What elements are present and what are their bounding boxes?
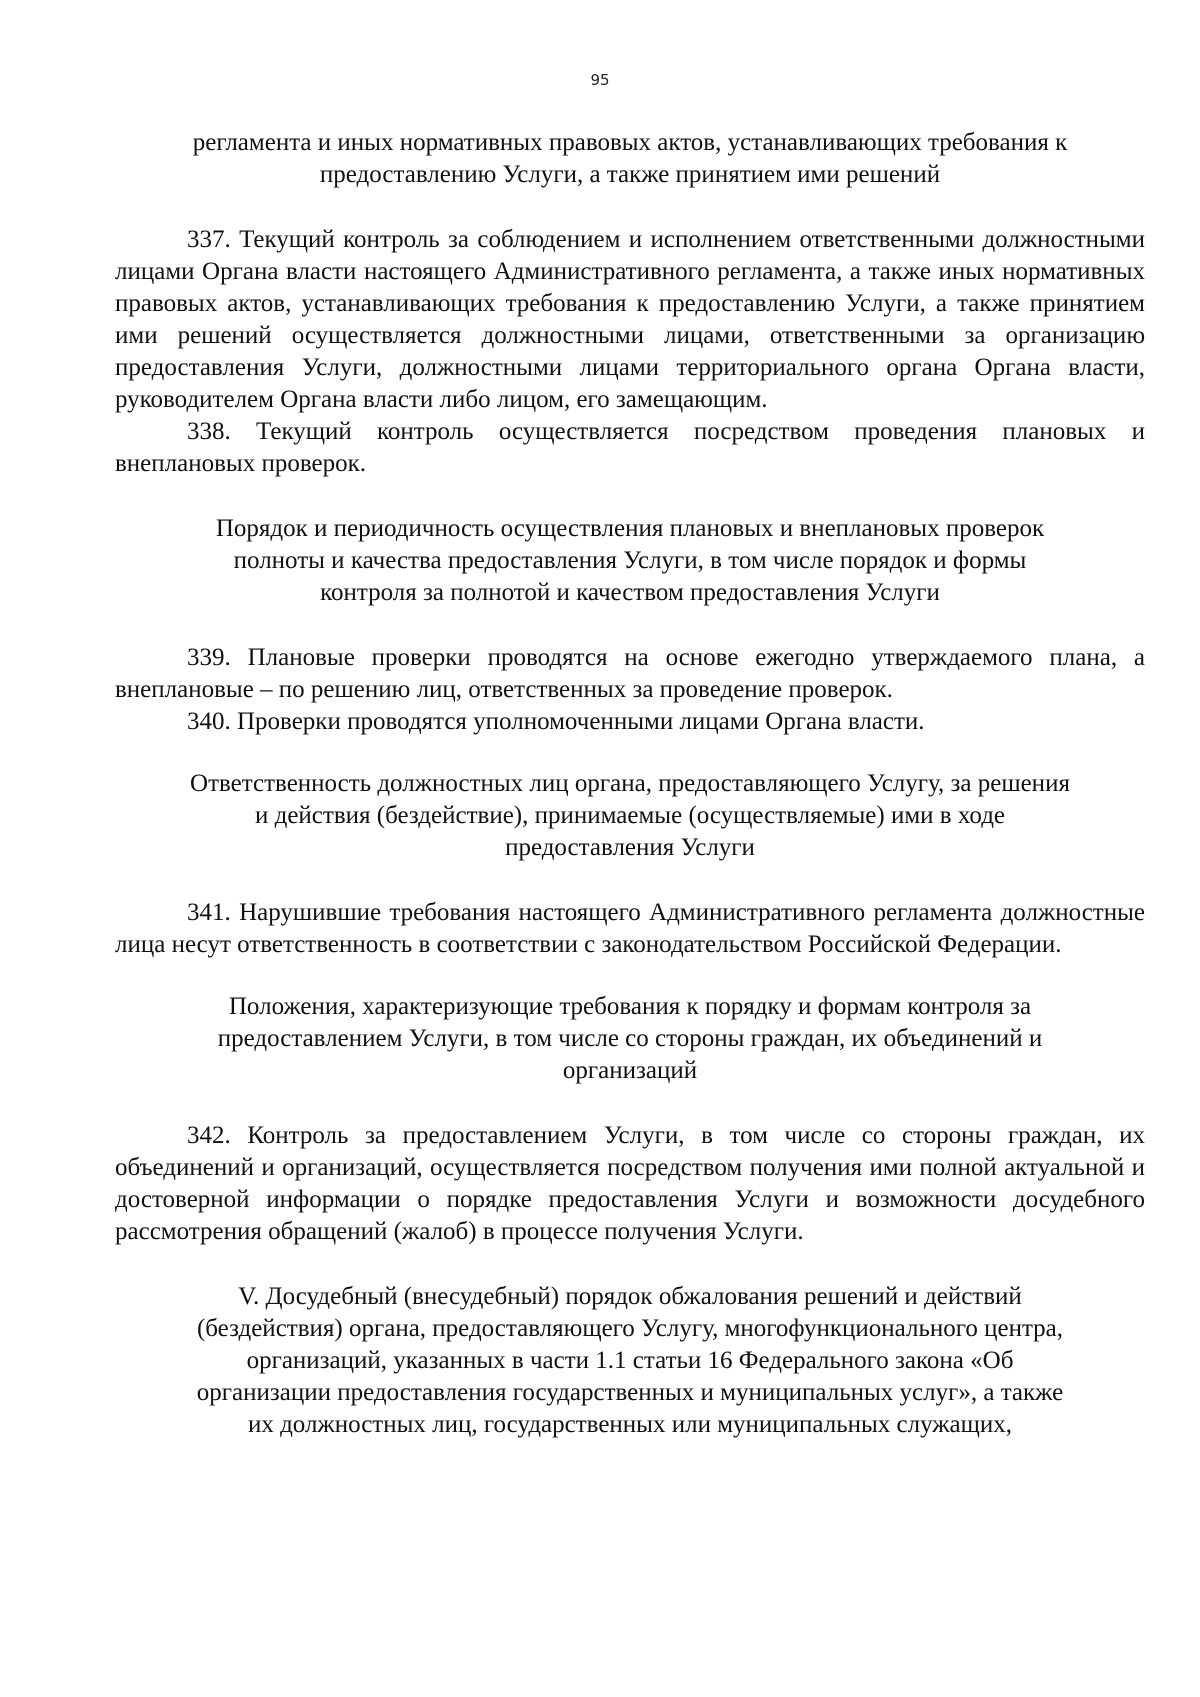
heading-top-continuation: регламента и иных нормативных правовых актов, устанавливающих требования к предоставлению Услуги, а также принятием ими решений <box>192 129 1068 188</box>
heading-control-provisions: Положения, характеризующие требования к порядку и формам контроля за предоставлением Услуги, в том числе со стороны граждан, их объединений и организаций <box>217 993 1043 1084</box>
heading-section-v: V. Досудебный (внесудебный) порядок обжалования решений и действий (бездействия) органа, предоставляющего Услугу, многофункционального центра, организаций, указанных в части 1.1 статьи 16 Федерального закона «Об организации предоставления государственных и муниципальных услуг», а также их должностных лиц, государственных или муниципальных служащих, <box>196 1283 1064 1438</box>
paragraph-338: 338. Текущий контроль осуществляется посредством проведения плановых и внеплановых проверок. <box>115 418 1145 477</box>
paragraph-341: 341. Нарушившие требования настоящего Административного регламента должностные лица несут ответственность в соответствии с законодательством Российской Федерации. <box>115 899 1145 958</box>
heading-responsibility: Ответственность должностных лиц органа, предоставляющего Услугу, за решения и действия (бездействие), принимаемые (осуществляемые) ими в ходе предоставления Услуги <box>190 770 1070 861</box>
paragraph-340: 340. Проверки проводятся уполномоченными лицами Органа власти. <box>187 708 925 735</box>
document-body <box>115 127 1145 1441</box>
paragraph-337: 337. Текущий контроль за соблюдением и исполнением ответственными должностными лицами Органа власти настоящего Административного регламента, а также иных нормативных правовых актов, устанавливающих требования к предоставлению Услуги, а также принятием ими решений осуществляется должностными лицами, ответственными за организацию предоставления Услуги, должностными лицами территориального органа Органа власти, руководителем Органа власти либо лицом, его замещающим. <box>115 226 1145 413</box>
heading-checks-procedure: Порядок и периодичность осуществления плановых и внеплановых проверок полноты и качества предоставления Услуги, в том числе порядок и формы контроля за полнотой и качеством предоставления Услуги <box>215 515 1045 606</box>
paragraph-342: 342. Контроль за предоставлением Услуги, в том числе со стороны граждан, их объединений и организаций, осуществляется посредством получения ими полной актуальной и достоверной информации о порядке предоставления Услуги и возможности досудебного рассмотрения обращений (жалоб) в процессе получения Услуги. <box>115 1122 1145 1245</box>
page-number: 95 <box>590 71 610 89</box>
paragraph-339: 339. Плановые проверки проводятся на основе ежегодно утверждаемого плана, а внеплановые – по решению лиц, ответственных за проведение проверок. <box>115 644 1145 703</box>
